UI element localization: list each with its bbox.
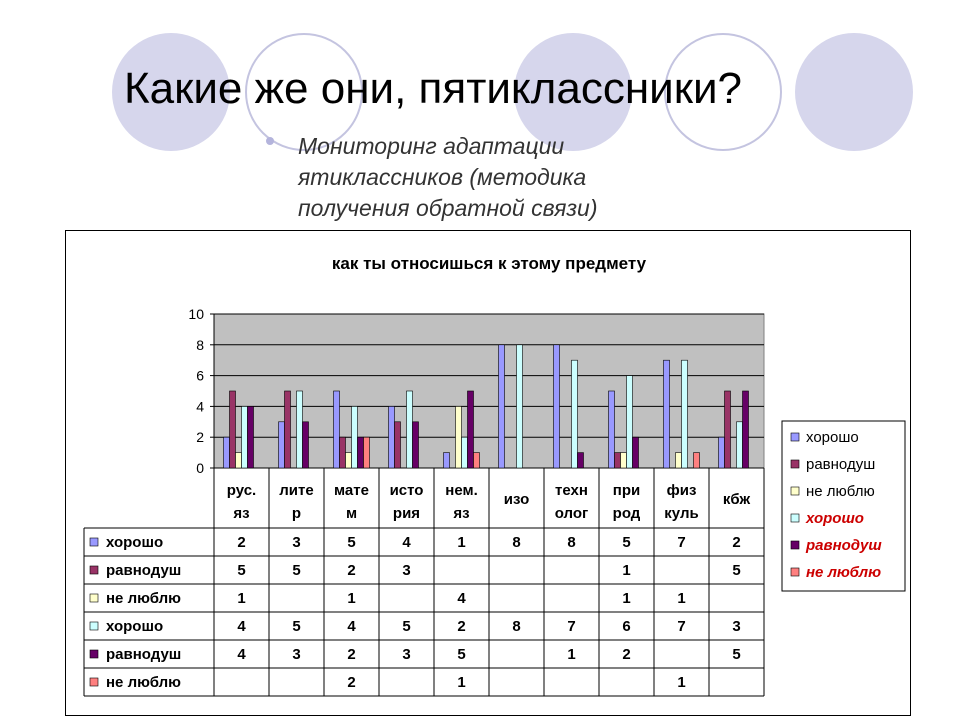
chart-title: как ты относишься к этому предмету (331, 254, 647, 273)
legend-label: не люблю (806, 564, 882, 581)
data-label: 1 (457, 674, 466, 691)
x-tick-label: лите (279, 482, 314, 499)
data-label: 3 (292, 646, 301, 663)
x-tick-label: мате (334, 482, 369, 499)
data-label: 4 (347, 618, 356, 635)
y-tick-label: 0 (196, 460, 204, 476)
bar (499, 345, 505, 468)
data-label: 2 (622, 646, 631, 663)
x-tick-label: техн (555, 482, 588, 499)
slide-subtitle (298, 131, 678, 224)
legend-swatch (791, 433, 799, 441)
x-tick-label: рия (392, 505, 421, 522)
bar (303, 422, 309, 468)
bar (633, 437, 639, 468)
bullet-icon (266, 137, 274, 145)
bar (682, 360, 688, 468)
bar (719, 437, 725, 468)
data-label: 3 (402, 562, 411, 579)
bar (340, 437, 346, 468)
subtitle-line: получения обратной связи) (298, 195, 598, 221)
bar (297, 391, 303, 468)
data-label: 7 (677, 618, 686, 635)
x-tick-label: род (612, 505, 641, 522)
data-label: 2 (732, 534, 741, 551)
data-label: 5 (457, 646, 466, 663)
bar (346, 453, 352, 468)
x-tick-label: физ (666, 482, 697, 499)
bar (609, 391, 615, 468)
bar (334, 391, 340, 468)
x-tick-label: олог (554, 505, 589, 522)
data-label: 1 (622, 562, 631, 579)
x-tick-label: нем. (445, 482, 478, 499)
bar (664, 360, 670, 468)
bar (627, 376, 633, 468)
table-series-label: хорошо (106, 534, 164, 551)
x-tick-label: р (291, 505, 302, 522)
subtitle-line: ятиклассников (методика (298, 164, 587, 190)
data-label: 5 (732, 646, 741, 663)
bar (395, 422, 401, 468)
data-label: 5 (292, 562, 301, 579)
data-label: 5 (622, 534, 631, 551)
legend-swatch (791, 568, 799, 576)
bar (572, 360, 578, 468)
y-tick-label: 6 (196, 367, 204, 384)
bar (279, 422, 285, 468)
legend-swatch (791, 487, 799, 495)
bar (743, 391, 749, 468)
bar (474, 453, 480, 468)
x-tick-label: кбж (722, 491, 751, 508)
legend-label: равнодуш (806, 537, 882, 554)
table-series-swatch (90, 650, 98, 658)
data-label: 8 (567, 534, 576, 551)
bar (578, 453, 584, 468)
data-label: 1 (677, 674, 686, 691)
x-tick-label: куль (664, 505, 699, 522)
bar (468, 391, 474, 468)
data-label: 8 (512, 618, 521, 635)
data-label: 4 (237, 618, 246, 635)
data-label: 5 (347, 534, 356, 551)
subtitle-line: Мониторинг адаптации (298, 133, 565, 159)
data-label: 1 (677, 590, 686, 607)
bar (242, 406, 248, 468)
legend-swatch (791, 460, 799, 468)
data-label: 2 (347, 674, 356, 691)
data-label: 1 (457, 534, 466, 551)
data-label: 7 (567, 618, 576, 635)
data-label: 3 (292, 534, 301, 551)
bar (517, 345, 523, 468)
table-series-swatch (90, 566, 98, 574)
data-label: 5 (402, 618, 411, 635)
bar (407, 391, 413, 468)
x-tick-label: изо (503, 491, 530, 508)
y-tick-label: 4 (196, 398, 204, 415)
bar (230, 391, 236, 468)
y-tick-label: 8 (196, 336, 204, 353)
decor-circle-5 (795, 33, 913, 151)
data-label: 6 (622, 618, 631, 635)
data-label: 4 (237, 646, 246, 663)
legend-label: хорошо (806, 429, 859, 446)
y-tick-label: 2 (196, 429, 204, 446)
slide-title: Какие же они, пятиклассники? (124, 64, 742, 113)
bar (462, 437, 468, 468)
chart (66, 231, 912, 717)
x-tick-label: м (345, 505, 358, 522)
table-series-label: не люблю (106, 590, 181, 607)
table-series-swatch (90, 538, 98, 546)
table-series-swatch (90, 678, 98, 686)
table-series-label: хорошо (106, 618, 164, 635)
data-label: 5 (292, 618, 301, 635)
chart-frame (65, 230, 911, 716)
data-label: 4 (402, 534, 411, 551)
data-label: 2 (347, 646, 356, 663)
table-series-swatch (90, 622, 98, 630)
bar (413, 422, 419, 468)
x-tick-label: рус. (226, 482, 257, 499)
x-tick-label: при (612, 482, 641, 499)
table-series-label: равнодуш (106, 562, 182, 579)
data-label: 2 (347, 562, 356, 579)
bar (554, 345, 560, 468)
bar (389, 406, 395, 468)
data-label: 3 (732, 618, 741, 635)
x-tick-label: яз (233, 505, 250, 522)
bar (456, 406, 462, 468)
bar (364, 437, 370, 468)
x-tick-label: яз (453, 505, 470, 522)
bar (285, 391, 291, 468)
table-series-label: равнодуш (106, 646, 182, 663)
bar (224, 437, 230, 468)
data-label: 7 (677, 534, 686, 551)
legend-label: не люблю (806, 483, 875, 500)
data-label: 1 (622, 590, 631, 607)
table-series-swatch (90, 594, 98, 602)
table-series-label: не люблю (106, 674, 181, 691)
bar (352, 406, 358, 468)
bar (694, 453, 700, 468)
legend-label: равнодуш (806, 456, 876, 473)
bar (358, 437, 364, 468)
data-label: 1 (237, 590, 246, 607)
data-label: 2 (237, 534, 246, 551)
legend-swatch (791, 514, 799, 522)
bar (676, 453, 682, 468)
data-label: 5 (732, 562, 741, 579)
data-label: 1 (567, 646, 576, 663)
data-label: 1 (347, 590, 356, 607)
y-tick-label: 10 (188, 306, 204, 322)
data-label: 4 (457, 590, 466, 607)
bar (737, 422, 743, 468)
legend-swatch (791, 541, 799, 549)
bar (725, 391, 731, 468)
x-tick-label: исто (389, 482, 424, 499)
bar (248, 406, 254, 468)
data-label: 2 (457, 618, 466, 635)
data-label: 8 (512, 534, 521, 551)
bar (236, 453, 242, 468)
bar (615, 453, 621, 468)
data-label: 5 (237, 562, 246, 579)
data-label: 3 (402, 646, 411, 663)
legend-label: хорошо (806, 510, 864, 527)
bar (444, 453, 450, 468)
bar (621, 453, 627, 468)
